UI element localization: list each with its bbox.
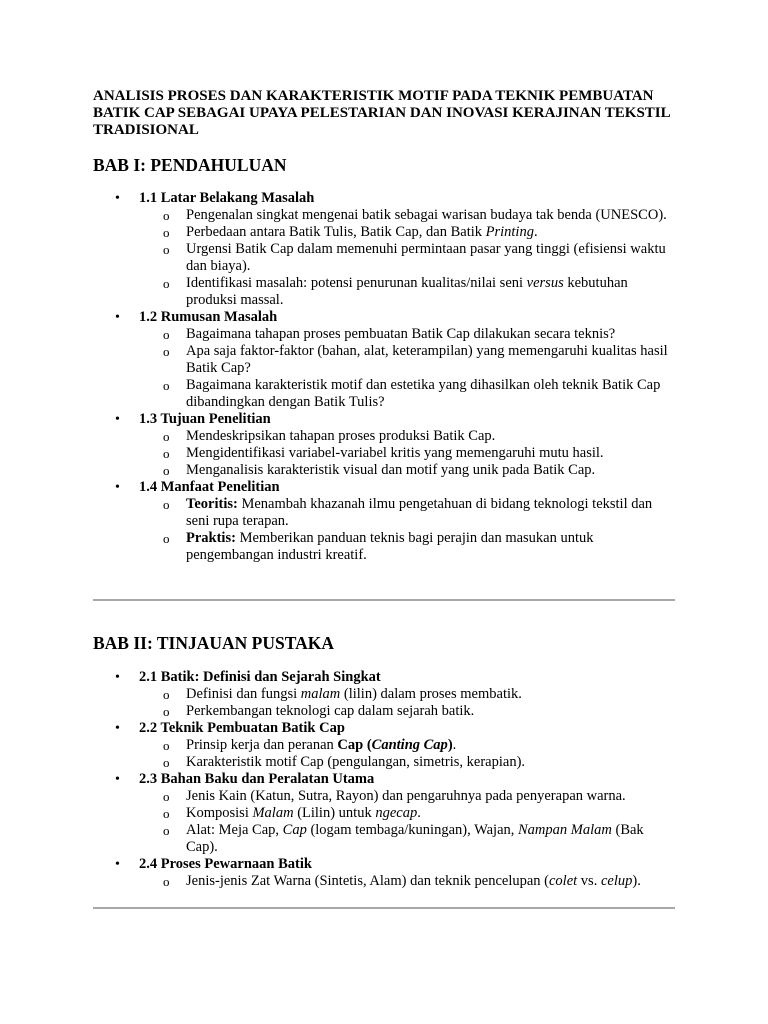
chapter-1-heading: BAB I: PENDAHULUAN	[93, 155, 287, 175]
chapter-1-outline	[0, 190, 676, 564]
text-run: Apa saja faktor-faktor (bahan, alat, keterampilan) yang memengaruhi kualitas hasil Batik Cap?	[186, 343, 668, 376]
sub-item	[186, 224, 676, 241]
outline-section	[0, 720, 676, 771]
text-run: Menganalisis karakteristik visual dan motif yang unik pada Batik Cap.	[186, 462, 596, 478]
sub-item-list	[139, 788, 676, 856]
sub-item	[186, 377, 676, 411]
sub-item	[186, 496, 676, 530]
section-label: • 1.1 Latar Belakang Masalah	[139, 190, 315, 206]
outline-section	[0, 771, 676, 856]
text-run: Definisi dan fungsi	[186, 686, 301, 702]
text-run: Prinsip kerja dan peranan	[186, 737, 338, 753]
text-run: Mendeskripsikan tahapan proses produksi Batik Cap.	[186, 428, 496, 444]
outline-section	[0, 479, 676, 564]
text-run: Identifikasi masalah: potensi penurunan kualitas/nilai seni	[186, 275, 527, 291]
sub-item	[186, 241, 676, 275]
text-run: Praktis:	[186, 530, 236, 546]
sub-item	[186, 686, 676, 703]
section-label: • 1.2 Rumusan Masalah	[139, 309, 278, 325]
text-run: Alat: Meja Cap,	[186, 822, 283, 838]
section-label: • 1.4 Manfaat Penelitian	[139, 479, 280, 495]
text-run: Nampan Malam	[518, 822, 612, 838]
text-run: (logam tembaga/kuningan), Wajan,	[306, 822, 518, 838]
text-run: .	[452, 737, 457, 753]
outline-section	[0, 411, 676, 479]
text-run: (Bak Cap).	[186, 822, 644, 855]
sub-item-list	[139, 737, 676, 771]
sub-item	[186, 788, 676, 805]
text-run: (Lilin) untuk	[293, 805, 376, 821]
text-run: .	[533, 224, 538, 240]
sub-item	[186, 326, 676, 343]
horizontal-rule	[93, 599, 675, 601]
text-run: (lilin) dalam proses membatik.	[340, 686, 522, 702]
text-run: Urgensi Batik Cap dalam memenuhi permintaan pasar yang tinggi (efisiensi waktu dan biaya).	[186, 241, 666, 274]
sub-item	[186, 805, 676, 822]
text-run: colet	[548, 873, 578, 889]
sub-item-list	[139, 326, 676, 411]
text-run-wrapper	[372, 737, 448, 753]
text-run: Perbedaan antara Batik Tulis, Batik Cap, dan Batik	[186, 224, 486, 240]
text-run: vs.	[577, 873, 601, 889]
text-run: Mengidentifikasi variabel-variabel kritis yang memengaruhi mutu hasil.	[186, 445, 604, 461]
sub-item-list	[139, 207, 676, 309]
sub-item	[186, 703, 676, 720]
outline-section	[0, 856, 676, 890]
chapter-2-outline	[0, 669, 676, 890]
section-label: • 2.1 Batik: Definisi dan Sejarah Singkat	[139, 669, 381, 685]
text-run: Cap (	[337, 737, 372, 753]
text-run: Canting Cap	[371, 737, 448, 753]
text-run: Printing	[485, 224, 534, 240]
text-run: Bagaimana tahapan proses pembuatan Batik Cap dilakukan secara teknis?	[186, 326, 616, 342]
text-run: celup	[600, 873, 633, 889]
text-run: )	[447, 737, 453, 753]
text-run: Menambah khazanah ilmu pengetahuan di bidang teknologi tekstil dan seni rupa terapan.	[186, 496, 653, 529]
sub-item	[186, 530, 676, 564]
chapter-2-heading: BAB II: TINJAUAN PUSTAKA	[93, 633, 334, 653]
sub-item	[186, 737, 676, 754]
sub-item-list	[139, 496, 676, 564]
outline-section	[0, 669, 676, 720]
text-run: Karakteristik motif Cap (pengulangan, simetris, kerapian).	[186, 754, 526, 770]
sub-item-list	[139, 428, 676, 479]
text-run: Cap	[282, 822, 307, 838]
sub-item	[186, 275, 676, 309]
text-run: Bagaimana karakteristik motif dan estetika yang dihasilkan oleh teknik Batik Cap dibandingkan dengan Batik Tulis?	[186, 377, 661, 410]
text-run: Malam	[252, 805, 294, 821]
text-run: ngecap	[375, 805, 418, 821]
sub-item	[186, 822, 676, 856]
section-label: • 2.4 Proses Pewarnaan Batik	[139, 856, 312, 872]
document-title: ANALISIS PROSES DAN KARAKTERISTIK MOTIF PADA TEKNIK PEMBUATAN BATIK CAP SEBAGAI UPAYA PELESTARIAN DAN INOVASI KERAJINAN TEKSTIL TRADISIONAL	[93, 88, 670, 138]
section-label: • 2.3 Bahan Baku dan Peralatan Utama	[139, 771, 375, 787]
outline-section	[0, 190, 676, 309]
text-run: Pengenalan singkat mengenai batik sebagai warisan budaya tak benda (UNESCO).	[186, 207, 667, 223]
sub-item	[186, 873, 676, 890]
text-run: Teoritis:	[186, 496, 238, 512]
sub-item	[186, 343, 676, 377]
sub-item	[186, 462, 676, 479]
sub-item	[186, 445, 676, 462]
section-label: • 1.3 Tujuan Penelitian	[139, 411, 271, 427]
outline-section	[0, 309, 676, 411]
text-run: kebutuhan produksi massal.	[186, 275, 628, 308]
text-run: Komposisi	[186, 805, 253, 821]
text-run: Perkembangan teknologi cap dalam sejarah batik.	[186, 703, 475, 719]
text-run: versus	[526, 275, 564, 291]
text-run: Jenis Kain (Katun, Sutra, Rayon) dan pengaruhnya pada penyerapan warna.	[186, 788, 626, 804]
horizontal-rule	[93, 907, 675, 909]
text-run: ).	[632, 873, 641, 889]
text-run: Jenis-jenis Zat Warna (Sintetis, Alam) dan teknik pencelupan (	[186, 873, 549, 889]
sub-item	[186, 207, 676, 224]
section-label: • 2.2 Teknik Pembuatan Batik Cap	[139, 720, 345, 736]
sub-item-list	[139, 686, 676, 720]
text-run: .	[417, 805, 421, 821]
sub-item	[186, 754, 676, 771]
text-run: malam	[300, 686, 341, 702]
sub-item-list	[139, 873, 676, 890]
text-run: Memberikan panduan teknis bagi perajin dan masukan untuk pengembangan industri kreatif.	[186, 530, 594, 563]
sub-item	[186, 428, 676, 445]
